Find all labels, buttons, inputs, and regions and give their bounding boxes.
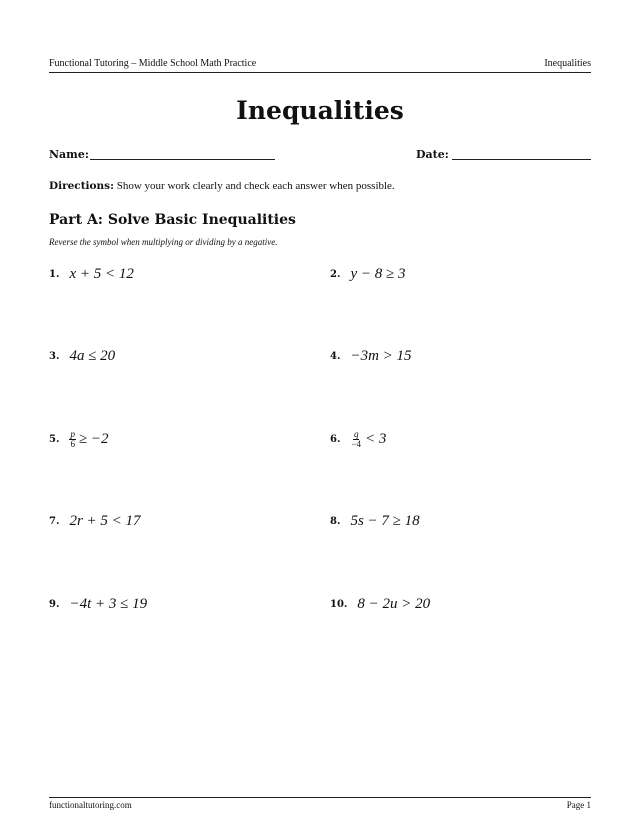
problem-1 [49,264,134,284]
problem-8 [330,511,420,531]
problem-number: 2. [330,268,341,280]
problem-expression-rest: < 3 [365,430,387,447]
problem-number: 6. [330,433,341,445]
problem-number: 5. [49,433,60,445]
problem-number: 9. [49,598,60,610]
directions [49,180,395,192]
problem-expression: x + 5 < 12 [69,265,134,282]
name-date-row [49,148,591,164]
problem-4 [330,346,412,366]
problem-number: 4. [330,350,341,362]
page-header [49,58,591,73]
name-label: Name: [49,148,89,161]
problem-2 [330,264,405,284]
fraction-denominator: 6 [70,438,75,449]
problem-expression: y − 8 ≥ 3 [350,265,406,282]
problem-number: 3. [49,350,60,362]
problem-10 [330,594,430,614]
fraction [69,430,76,449]
problem-expression: −4t + 3 ≤ 19 [69,595,148,612]
page-footer [49,797,591,810]
problem-number: 10. [330,598,348,610]
fraction-numerator: p [70,428,75,439]
problem-5 [49,429,109,449]
date-label: Date: [416,148,449,161]
part-a-heading: Part A: Solve Basic Inequalities [49,212,296,228]
fraction-numerator: q [353,428,359,439]
problem-expression-rest: ≥ −2 [78,430,109,447]
problem-number: 8. [330,515,341,527]
problem-expression: 2r + 5 < 17 [69,512,141,529]
header-left-text: Functional Tutoring – Middle School Math Practice [49,58,257,69]
fraction [350,430,362,449]
header-right-text: Inequalities [544,58,591,69]
directions-text: Show your work clearly and check each answer when possible. [113,180,395,192]
problem-expression: 4a ≤ 20 [69,347,116,364]
directions-label: Directions: [49,180,114,192]
problem-3 [49,346,115,366]
fraction-denominator: −4 [351,438,362,449]
problem-6 [330,429,386,449]
problem-expression: −3m > 15 [350,347,412,364]
name-blank-line [90,159,275,160]
footer-page-number: Page 1 [566,800,591,810]
problem-number: 1. [49,268,60,280]
problem-expression: 8 − 2u > 20 [357,595,431,612]
date-blank-line [452,159,591,160]
problem-number: 7. [49,515,60,527]
footer-website: functionaltutoring.com [49,800,132,810]
part-a-note: Reverse the symbol when multiplying or dividing by a negative. [49,237,278,247]
problem-7 [49,511,141,531]
problem-expression: 5s − 7 ≥ 18 [350,512,420,529]
page-title: Inequalities [236,96,404,125]
problem-9 [49,594,147,614]
